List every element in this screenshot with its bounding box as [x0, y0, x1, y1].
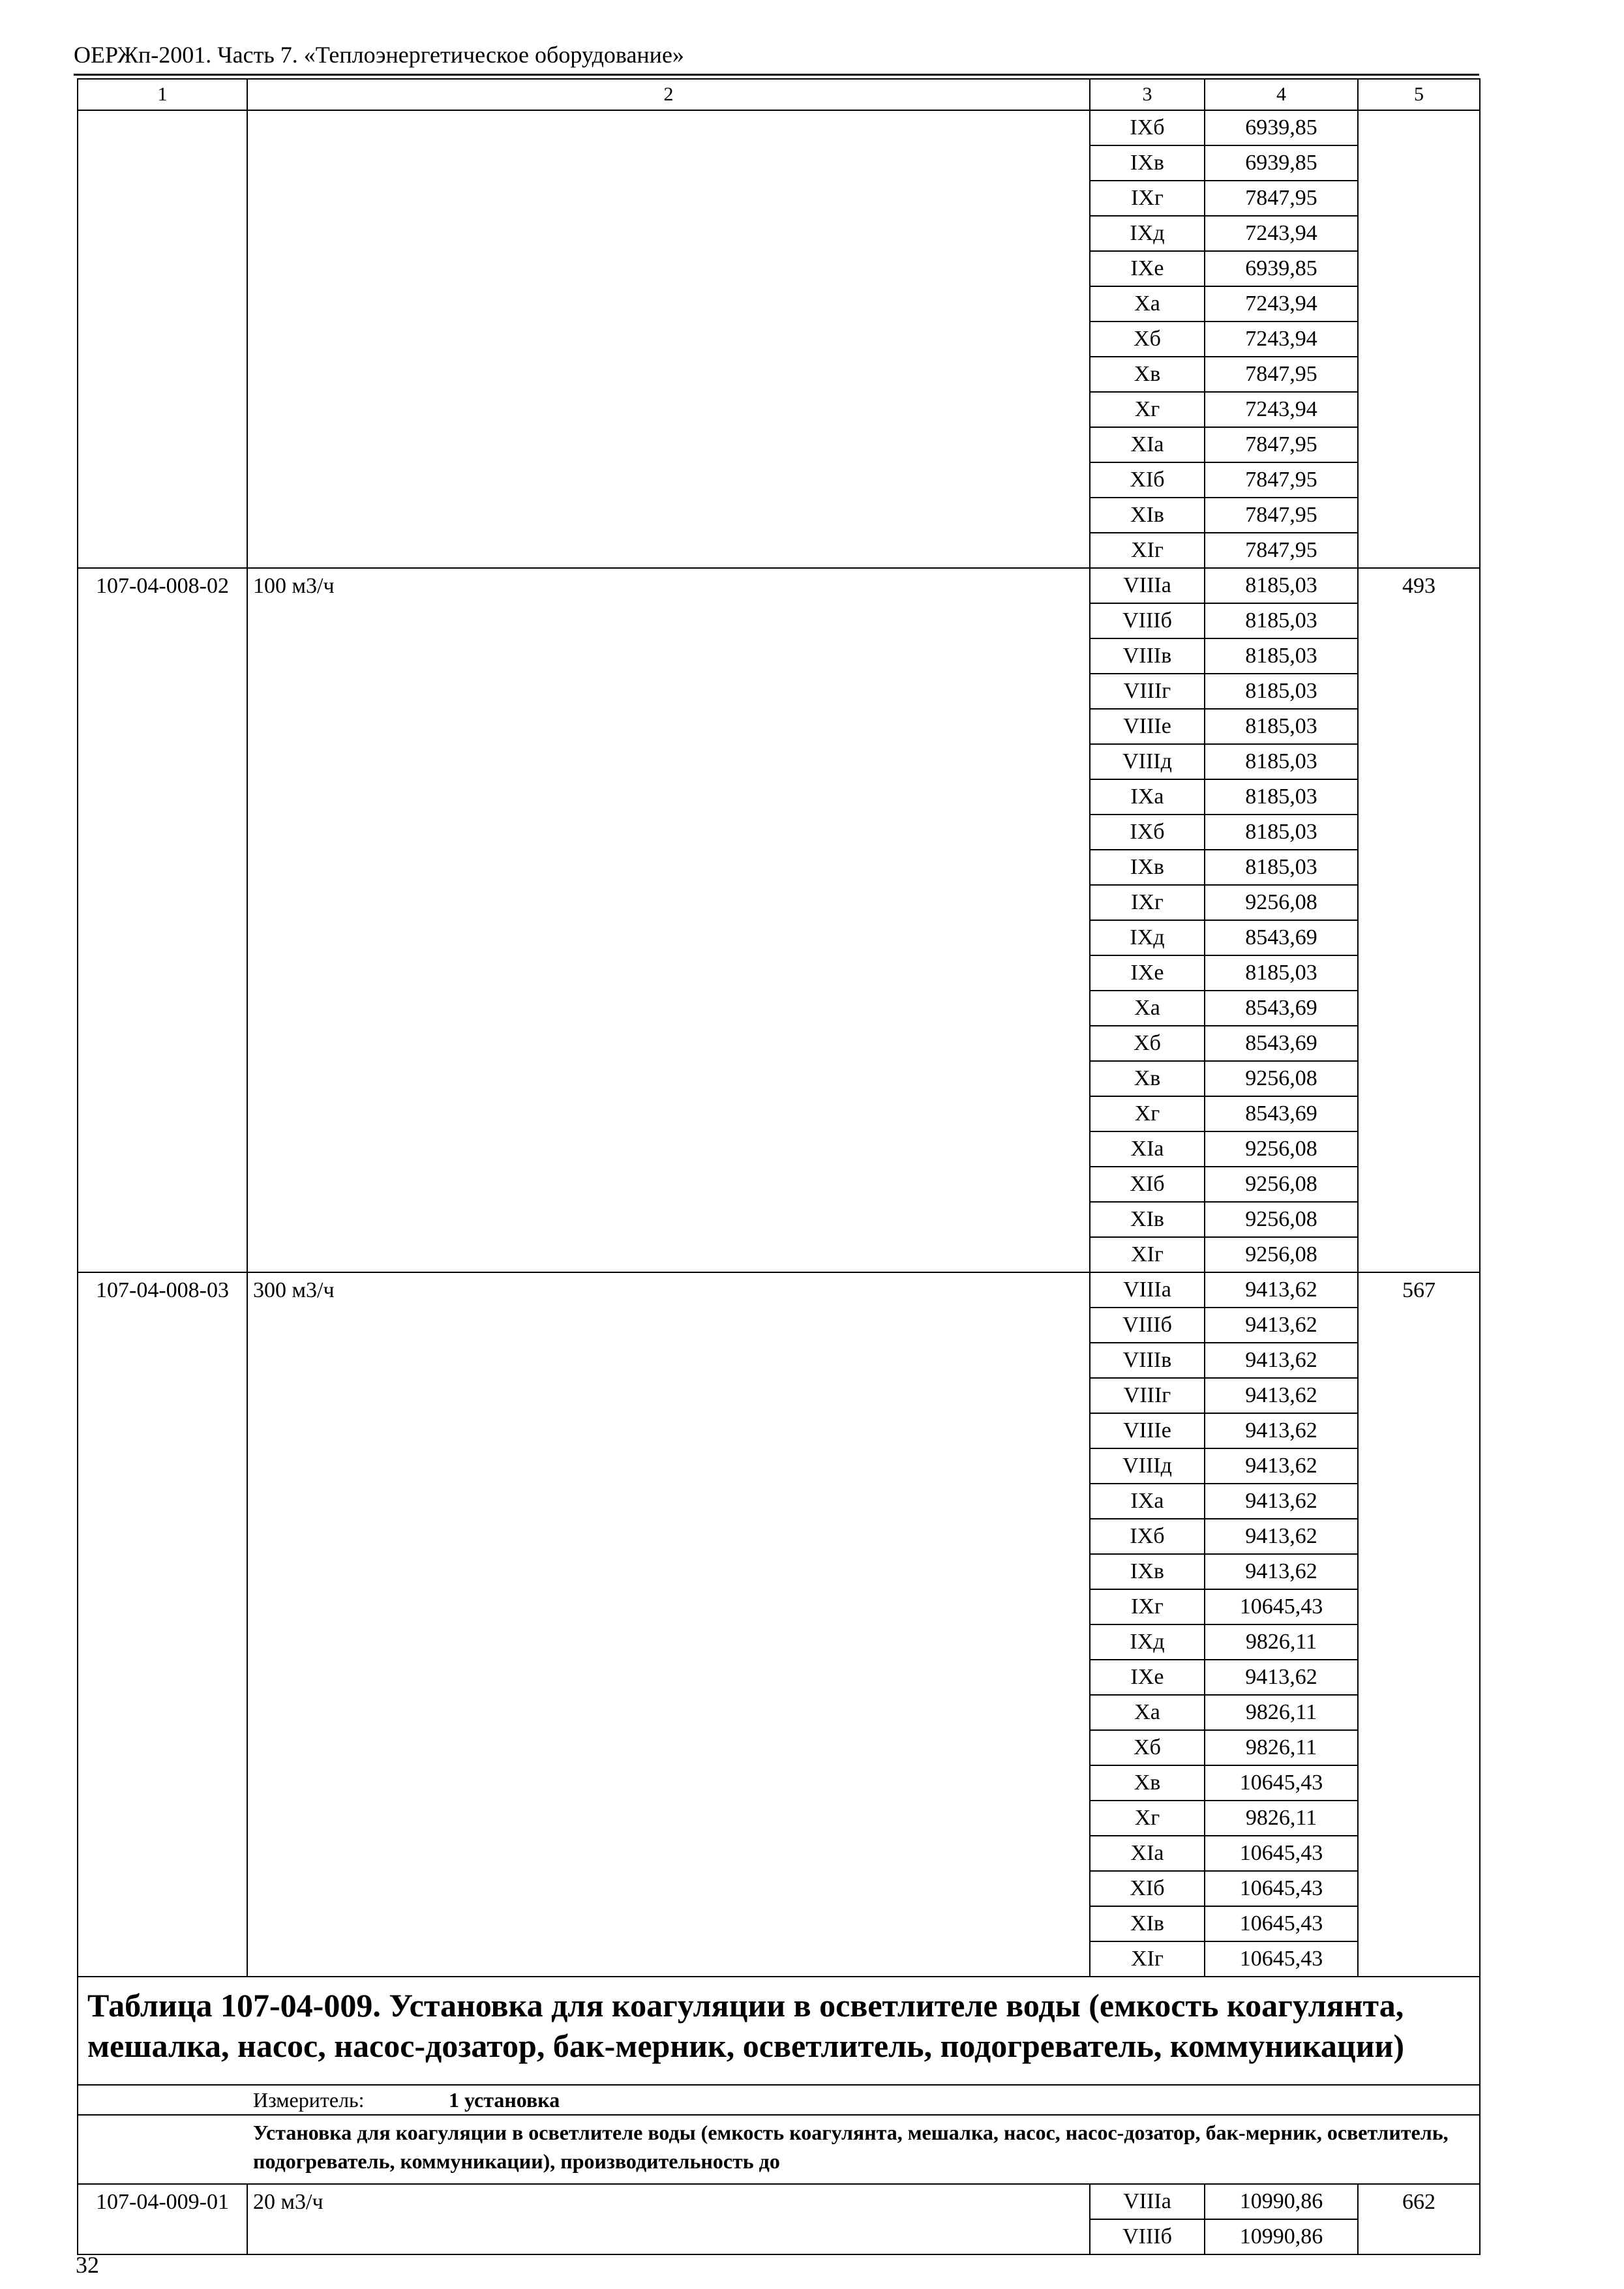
- zone-code: IXа: [1090, 1484, 1205, 1519]
- zone-code: Xг: [1090, 1801, 1205, 1836]
- zone-code: IXд: [1090, 920, 1205, 955]
- zone-code: XIв: [1090, 498, 1205, 533]
- price-value: 9826,11: [1205, 1695, 1358, 1730]
- price-value: 9256,08: [1205, 1131, 1358, 1167]
- column-5-value: 493: [1358, 568, 1480, 1272]
- price-value: 8185,03: [1205, 603, 1358, 638]
- zone-code: Xа: [1090, 991, 1205, 1026]
- column-number: 3: [1090, 79, 1205, 110]
- zone-code: VIIIд: [1090, 744, 1205, 779]
- zone-code: IXд: [1090, 216, 1205, 251]
- table-row: [78, 1272, 1480, 1308]
- zone-code: VIIIа: [1090, 568, 1205, 603]
- price-value: 8543,69: [1205, 991, 1358, 1026]
- price-value: 8185,03: [1205, 744, 1358, 779]
- price-value: 7847,95: [1205, 357, 1358, 392]
- price-value: 8185,03: [1205, 709, 1358, 744]
- zone-code: XIб: [1090, 462, 1205, 498]
- zone-code: VIIIб: [1090, 603, 1205, 638]
- price-value: 9413,62: [1205, 1343, 1358, 1378]
- zone-code: XIа: [1090, 427, 1205, 462]
- section-title-row: [78, 1977, 1480, 2085]
- zone-code: Xв: [1090, 357, 1205, 392]
- price-value: 7243,94: [1205, 216, 1358, 251]
- zone-code: Xа: [1090, 1695, 1205, 1730]
- zone-code: Xб: [1090, 1026, 1205, 1061]
- zone-code: IXе: [1090, 1660, 1205, 1695]
- zone-code: VIIIг: [1090, 1378, 1205, 1413]
- zone-code: VIIIб: [1090, 1308, 1205, 1343]
- zone-code: IXе: [1090, 251, 1205, 286]
- zone-code: XIг: [1090, 1941, 1205, 1977]
- table-row: [78, 568, 1480, 603]
- price-value: 8185,03: [1205, 815, 1358, 850]
- zone-code: XIа: [1090, 1836, 1205, 1871]
- zone-code: VIIIв: [1090, 638, 1205, 674]
- price-value: 8185,03: [1205, 955, 1358, 991]
- price-value: 8185,03: [1205, 674, 1358, 709]
- zone-code: IXб: [1090, 110, 1205, 145]
- price-table: [77, 78, 1481, 2255]
- price-value: 8543,69: [1205, 1026, 1358, 1061]
- zone-code: IXе: [1090, 955, 1205, 991]
- item-name: 100 м3/ч: [247, 568, 1090, 1272]
- item-code: [78, 110, 247, 568]
- page-header-title: ОЕРЖп-2001. Часть 7. «Теплоэнергетическое оборудование»: [74, 42, 684, 68]
- column-number: 5: [1358, 79, 1480, 110]
- section-title: Таблица 107-04-009. Установка для коагуляции в осветлителе воды (емкость коагулянта, мешалка, насос, насос-дозатор, бак-мерник, осветлитель, подогреватель, коммуникации): [78, 1977, 1480, 2085]
- price-value: 7847,95: [1205, 533, 1358, 568]
- price-value: 10645,43: [1205, 1765, 1358, 1801]
- price-value: 9413,62: [1205, 1519, 1358, 1554]
- price-value: 9256,08: [1205, 1167, 1358, 1202]
- item-name: 300 м3/ч: [247, 1272, 1090, 1977]
- column-5-value: [1358, 110, 1480, 568]
- measure-label: Измеритель:: [253, 2088, 365, 2112]
- column-number: 1: [78, 79, 247, 110]
- zone-code: IXв: [1090, 1554, 1205, 1589]
- price-value: 9256,08: [1205, 885, 1358, 920]
- zone-code: Xв: [1090, 1061, 1205, 1096]
- price-value: 9256,08: [1205, 1237, 1358, 1272]
- zone-code: XIв: [1090, 1906, 1205, 1941]
- zone-code: Xб: [1090, 322, 1205, 357]
- page-number: 32: [76, 2252, 99, 2278]
- price-value: 10645,43: [1205, 1906, 1358, 1941]
- zone-code: VIIIв: [1090, 1343, 1205, 1378]
- price-value: 7847,95: [1205, 181, 1358, 216]
- price-value: 10645,43: [1205, 1836, 1358, 1871]
- price-value: 9413,62: [1205, 1308, 1358, 1343]
- zone-code: XIг: [1090, 1237, 1205, 1272]
- zone-code: IXб: [1090, 815, 1205, 850]
- column-5-value: 662: [1358, 2184, 1480, 2254]
- zone-code: Xг: [1090, 392, 1205, 427]
- column-number: 2: [247, 79, 1090, 110]
- zone-code: VIIIд: [1090, 1448, 1205, 1484]
- price-value: 10990,86: [1205, 2219, 1358, 2254]
- zone-code: IXг: [1090, 1589, 1205, 1624]
- item-code: 107-04-008-02: [78, 568, 247, 1272]
- price-value: 7243,94: [1205, 286, 1358, 322]
- zone-code: XIг: [1090, 533, 1205, 568]
- zone-code: IXв: [1090, 850, 1205, 885]
- price-value: 6939,85: [1205, 145, 1358, 181]
- column-5-value: 567: [1358, 1272, 1480, 1977]
- price-value: 8185,03: [1205, 568, 1358, 603]
- price-value: 6939,85: [1205, 110, 1358, 145]
- price-value: 10990,86: [1205, 2184, 1358, 2219]
- zone-code: Xг: [1090, 1096, 1205, 1131]
- price-value: 8185,03: [1205, 850, 1358, 885]
- price-value: 9413,62: [1205, 1484, 1358, 1519]
- zone-code: VIIIб: [1090, 2219, 1205, 2254]
- price-value: 7847,95: [1205, 427, 1358, 462]
- zone-code: XIа: [1090, 1131, 1205, 1167]
- price-value: 9413,62: [1205, 1448, 1358, 1484]
- zone-code: IXд: [1090, 1624, 1205, 1660]
- zone-code: IXв: [1090, 145, 1205, 181]
- zone-code: IXб: [1090, 1519, 1205, 1554]
- price-value: 9256,08: [1205, 1202, 1358, 1237]
- zone-code: XIб: [1090, 1167, 1205, 1202]
- measure-row: [78, 2085, 1480, 2115]
- price-value: 7243,94: [1205, 322, 1358, 357]
- table-row: [78, 110, 1480, 145]
- zone-code: IXг: [1090, 181, 1205, 216]
- price-value: 9413,62: [1205, 1554, 1358, 1589]
- zone-code: IXа: [1090, 779, 1205, 815]
- price-value: 9826,11: [1205, 1730, 1358, 1765]
- section-description: Установка для коагуляции в осветлителе воды (емкость коагулянта, мешалка, насос, насос-дозатор, бак-мерник, осветлитель, подогреватель, коммуникации), производительность до: [78, 2115, 1480, 2184]
- price-value: 7847,95: [1205, 462, 1358, 498]
- price-value: 9413,62: [1205, 1413, 1358, 1448]
- zone-code: VIIIг: [1090, 674, 1205, 709]
- price-value: 9413,62: [1205, 1378, 1358, 1413]
- price-value: 10645,43: [1205, 1589, 1358, 1624]
- item-name: 20 м3/ч: [247, 2184, 1090, 2254]
- zone-code: IXг: [1090, 885, 1205, 920]
- zone-code: XIв: [1090, 1202, 1205, 1237]
- column-number: 4: [1205, 79, 1358, 110]
- price-value: 6939,85: [1205, 251, 1358, 286]
- measure-value: 1 установка: [449, 2088, 560, 2112]
- description-row: [78, 2115, 1480, 2184]
- zone-code: Xб: [1090, 1730, 1205, 1765]
- table-row: [78, 2184, 1480, 2219]
- price-value: 10645,43: [1205, 1941, 1358, 1977]
- price-value: 7847,95: [1205, 498, 1358, 533]
- item-code: 107-04-008-03: [78, 1272, 247, 1977]
- item-name: [247, 110, 1090, 568]
- zone-code: VIIIа: [1090, 1272, 1205, 1308]
- price-value: 9256,08: [1205, 1061, 1358, 1096]
- zone-code: Xв: [1090, 1765, 1205, 1801]
- price-value: 9413,62: [1205, 1660, 1358, 1695]
- price-value: 9413,62: [1205, 1272, 1358, 1308]
- zone-code: Xа: [1090, 286, 1205, 322]
- zone-code: XIб: [1090, 1871, 1205, 1906]
- price-value: 8185,03: [1205, 638, 1358, 674]
- zone-code: VIIIа: [1090, 2184, 1205, 2219]
- price-value: 8543,69: [1205, 920, 1358, 955]
- price-value: 9826,11: [1205, 1801, 1358, 1836]
- measure-cell: [78, 2085, 1480, 2115]
- zone-code: VIIIе: [1090, 709, 1205, 744]
- price-value: 8543,69: [1205, 1096, 1358, 1131]
- item-code: 107-04-009-01: [78, 2184, 247, 2254]
- column-number-row: [78, 79, 1480, 110]
- price-value: 10645,43: [1205, 1871, 1358, 1906]
- header-divider: [74, 74, 1479, 76]
- zone-code: VIIIе: [1090, 1413, 1205, 1448]
- price-value: 7243,94: [1205, 392, 1358, 427]
- price-value: 9826,11: [1205, 1624, 1358, 1660]
- price-value: 8185,03: [1205, 779, 1358, 815]
